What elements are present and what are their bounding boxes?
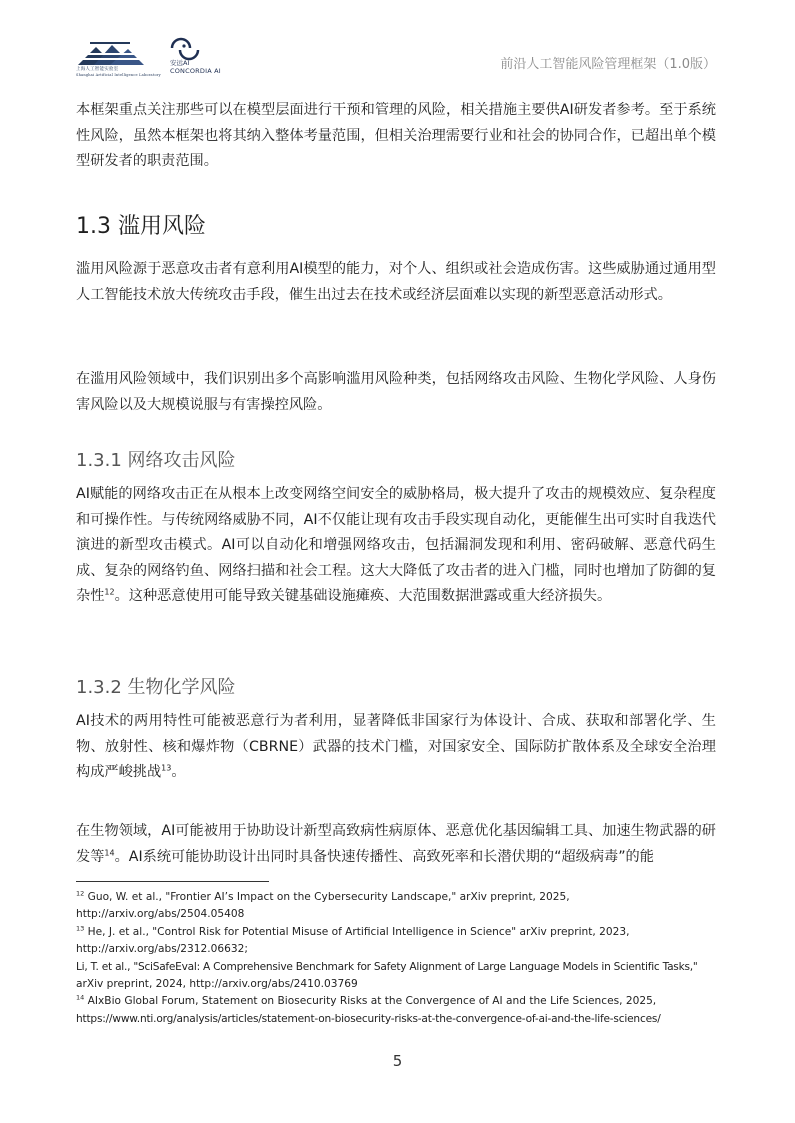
footnote-13-line-4[interactable]: arXiv preprint, 2024, http://arxiv.org/abs/2410.03769 — [76, 978, 358, 991]
footnote-ref-14[interactable]: 14 — [104, 847, 115, 857]
paragraph-text: AI技术的两用特性可能被恶意行为者利用，显著降低非国家行为体设计、合成、获取和部署化学、生物、放射性、核和爆炸物（CBRNE）武器的技术门槛，对国家安全、国际防扩散体系及全球安全治理构成严峻挑战 — [76, 713, 716, 780]
footnote-number: 14 — [76, 993, 85, 1002]
footnote-13-line-3: Li, T. et al., "SciSafeEval: A Comprehensive Benchmark for Safety Alignment of Large Language Models in Scientific Tasks," — [76, 960, 698, 973]
footnote-13-line-1 — [76, 924, 721, 941]
section-1-3-1-paragraph — [76, 482, 716, 610]
section-1-3-paragraph-2: 在滥用风险领域中，我们识别出多个高影响滥用风险种类，包括网络攻击风险、生物化学风险、人身伤害风险以及大规模说服与有害操控风险。 — [76, 371, 716, 413]
document-title: 前沿人工智能风险管理框架（1.0版） — [500, 57, 716, 72]
footnote-12-line-1 — [76, 889, 721, 906]
footnote-text: Guo, W. et al., "Frontier AI’s Impact on the Cybersecurity Landscape," arXiv preprint, 2025, — [87, 891, 570, 903]
footnote-14-line-1 — [76, 993, 721, 1010]
footnotes — [76, 889, 721, 1028]
concordia-ai-logo — [166, 36, 226, 80]
footnote-text: He, J. et al., "Control Risk for Potential Misuse of Artificial Intelligence in Science" arXiv preprint, 2023, — [87, 925, 630, 938]
footnote-ref-13[interactable]: 13 — [161, 763, 172, 773]
section-heading-1-3-2: 1.3.2 生物化学风险 — [76, 677, 236, 698]
page-number: 5 — [392, 1052, 403, 1070]
footnote-text: AIxBio Global Forum, Statement on Biosecurity Risks at the Convergence of AI and the Life Sciences, 2025, — [87, 995, 657, 1008]
page-header — [76, 36, 716, 80]
lab-name-en: Shanghai Artificial Intelligence Laboratory — [76, 73, 161, 77]
section-1-3-2-paragraph-1 — [76, 709, 716, 786]
footnote-number: 12 — [76, 889, 85, 898]
paragraph-text-tail: 。 — [171, 764, 186, 780]
concordia-logo-mark-icon — [166, 36, 210, 58]
footnote-ref-12[interactable]: 12 — [104, 587, 115, 597]
paragraph-text-tail: 。这种恶意使用可能导致关键基础设施瘫痪、大范围数据泄露或重大经济损失。 — [114, 588, 612, 604]
section-1-3-paragraph-1: 滥用风险源于恶意攻击者有意利用AI模型的能力，对个人、组织或社会造成伤害。这些威胁通过通用型人工智能技术放大传统攻击手段，催生出过去在技术或经济层面难以实现的新型恶意活动形式。 — [76, 261, 716, 303]
paragraph-text: 在生物领域，AI可能被用于协助设计新型高致病性病原体、恶意优化基因编辑工具、加速生物武器的研发等 — [76, 823, 716, 865]
paragraph-text: AI赋能的网络攻击正在从根本上改变网络空间安全的威胁格局，极大提升了攻击的规模效应、复杂程度和可操作性。与传统网络威胁不同，AI不仅能让现有攻击手段实现自动化，更能催生出可实时自我迭代演进的新型攻击模式。AI可以自动化和增强网络攻击，包括漏洞发现和利用、密码破解、恶意代码生成、复杂的网络钓鱼、网络扫描和社会工程。这大大降低了攻击者的进入门槛，同时也增加了防御的复杂性 — [76, 486, 716, 604]
lab-name-cn: 上海人工智能实验室 — [76, 67, 119, 72]
lab-logo-mark-icon — [76, 39, 146, 67]
footnote-12-line-2[interactable]: http://arxiv.org/abs/2504.05408 — [76, 908, 245, 921]
intro-paragraph: 本框架重点关注那些可以在模型层面进行干预和管理的风险，相关措施主要供AI研发者参考。至于系统性风险，虽然本框架也将其纳入整体考量范围，但相关治理需要行业和社会的协同合作，已超出单个模型研发者的职责范围。 — [76, 102, 716, 169]
section-heading-1-3-1: 1.3.1 网络攻击风险 — [76, 450, 236, 471]
footnote-number: 13 — [76, 924, 85, 933]
footnote-14-line-2[interactable]: https://www.nti.org/analysis/articles/statement-on-biosecurity-risks-at-the-convergence-of-ai-and-the-life-sciences/ — [76, 1012, 661, 1025]
section-1-3-2-paragraph-2 — [76, 819, 716, 870]
shanghai-ai-lab-logo — [76, 39, 161, 79]
concordia-name-cn: 安远AI — [170, 59, 190, 67]
footnote-divider — [76, 881, 269, 882]
concordia-name-en: CONCORDIA AI — [170, 67, 221, 75]
paragraph-text-tail: 。AI系统可能协助设计出同时具备快速传播性、高致死率和长潜伏期的“超级病毒”的能 — [114, 848, 654, 865]
section-heading-1-3: 1.3 滥用风险 — [76, 214, 206, 239]
footnote-13-line-2[interactable]: http://arxiv.org/abs/2312.06632; — [76, 943, 248, 956]
